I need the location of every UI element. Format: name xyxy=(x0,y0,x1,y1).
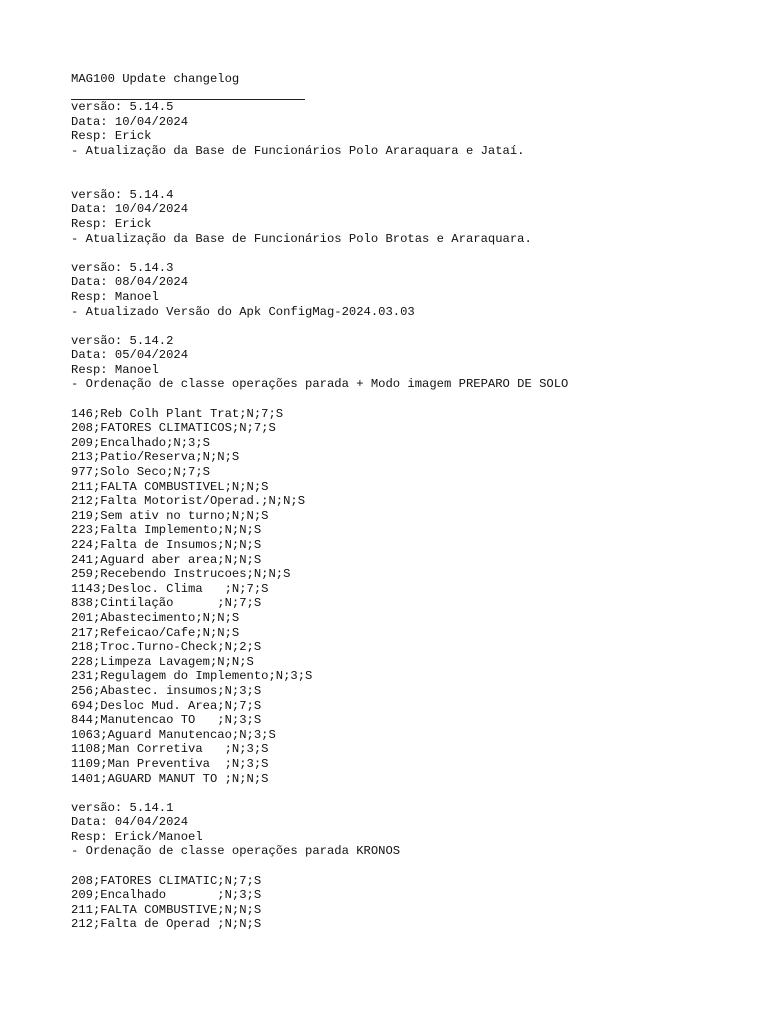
changelog-line: 223;Falta Implemento;N;N;S xyxy=(71,523,262,538)
changelog-line: 1063;Aguard Manutencao;N;3;S xyxy=(71,727,276,742)
changelog-line: - Atualização da Base de Funcionários Polo Brotas e Araraquara. xyxy=(71,231,532,246)
changelog-line: 217;Refeicao/Cafe;N;N;S xyxy=(71,625,240,640)
changelog-line: 208;FATORES CLIMATIC;N;7;S xyxy=(71,873,262,888)
changelog-line: 694;Desloc Mud. Area;N;7;S xyxy=(71,698,262,713)
changelog-line: Data: 10/04/2024 xyxy=(71,114,189,129)
changelog-line: 224;Falta de Insumos;N;N;S xyxy=(71,538,262,552)
changelog-page xyxy=(71,72,568,932)
changelog-line: 977;Solo Seco;N;7;S xyxy=(71,465,210,480)
changelog-line: 228;Limpeza Lavagem;N;N;S xyxy=(71,654,254,669)
changelog-line: 211;FALTA COMBUSTIVEL;N;N;S xyxy=(71,479,269,494)
changelog-line: Resp: Manoel xyxy=(71,289,159,304)
changelog-line: versão: 5.14.3 xyxy=(71,260,174,275)
changelog-line: 259;Recebendo Instrucoes;N;N;S xyxy=(71,567,291,582)
changelog-line: 146;Reb Colh Plant Trat;N;7;S xyxy=(71,406,284,421)
changelog-line: - Atualização da Base de Funcionários Polo Araraquara e Jataí. xyxy=(71,143,525,158)
title-underline xyxy=(71,86,305,101)
changelog-line: Resp: Erick/Manoel xyxy=(71,829,203,844)
changelog-line: 218;Troc.Turno-Check;N;2;S xyxy=(71,640,262,655)
changelog-line: 241;Aguard aber area;N;N;S xyxy=(71,552,262,567)
changelog-line: 1143;Desloc. Clima ;N;7;S xyxy=(71,581,269,596)
changelog-line: Data: 10/04/2024 xyxy=(71,202,189,217)
changelog-line: 1108;Man Corretiva ;N;3;S xyxy=(71,742,269,757)
changelog-line: versão: 5.14.1 xyxy=(71,800,174,815)
changelog-line: 213;Patio/Reserva;N;N;S xyxy=(71,450,240,465)
changelog-line xyxy=(71,319,568,334)
changelog-line: 201;Abastecimento;N;N;S xyxy=(71,610,240,625)
changelog-line: 211;FALTA COMBUSTIVE;N;N;S xyxy=(71,902,262,917)
changelog-line: Resp: Manoel xyxy=(71,362,159,377)
changelog-line: 1109;Man Preventiva ;N;3;S xyxy=(71,756,269,771)
changelog-line: - Ordenação de classe operações parada + Modo imagem PREPARO DE SOLO xyxy=(71,377,569,392)
changelog-line: 838;Cintilação ;N;7;S xyxy=(71,596,262,611)
changelog-line: - Ordenação de classe operações parada KRONOS xyxy=(71,844,401,859)
changelog-line: Resp: Erick xyxy=(71,129,152,144)
changelog-line xyxy=(71,159,568,174)
changelog-line: 208;FATORES CLIMATICOS;N;7;S xyxy=(71,421,276,436)
changelog-line: 212;Falta Motorist/Operad.;N;N;S xyxy=(71,494,306,509)
changelog-line xyxy=(71,173,568,188)
changelog-body xyxy=(71,100,568,932)
changelog-line: versão: 5.14.4 xyxy=(71,187,174,202)
changelog-line: 209;Encalhado;N;3;S xyxy=(71,435,210,450)
changelog-line: - Atualizado Versão do Apk ConfigMag-2024.03.03 xyxy=(71,304,415,319)
changelog-line: Data: 05/04/2024 xyxy=(71,348,189,363)
changelog-line xyxy=(71,859,568,874)
changelog-line: 1401;AGUARD MANUT TO ;N;N;S xyxy=(71,771,269,786)
changelog-line xyxy=(71,786,568,801)
changelog-line: versão: 5.14.5 xyxy=(71,100,174,115)
changelog-line: Data: 08/04/2024 xyxy=(71,275,189,290)
changelog-line: 256;Abastec. insumos;N;3;S xyxy=(71,683,262,698)
document-title: MAG100 Update changelog xyxy=(71,72,240,86)
changelog-line: 212;Falta de Operad ;N;N;S xyxy=(71,917,262,932)
changelog-line: 219;Sem ativ no turno;N;N;S xyxy=(71,508,269,523)
changelog-line xyxy=(71,392,568,407)
changelog-line xyxy=(71,246,568,261)
changelog-line: 209;Encalhado ;N;3;S xyxy=(71,888,262,903)
changelog-line: 844;Manutencao TO ;N;3;S xyxy=(71,713,262,728)
changelog-line: Resp: Erick xyxy=(71,216,152,231)
changelog-line: versão: 5.14.2 xyxy=(71,333,174,348)
changelog-line: 231;Regulagem do Implemento;N;3;S xyxy=(71,669,313,684)
changelog-line: Data: 04/04/2024 xyxy=(71,815,189,830)
